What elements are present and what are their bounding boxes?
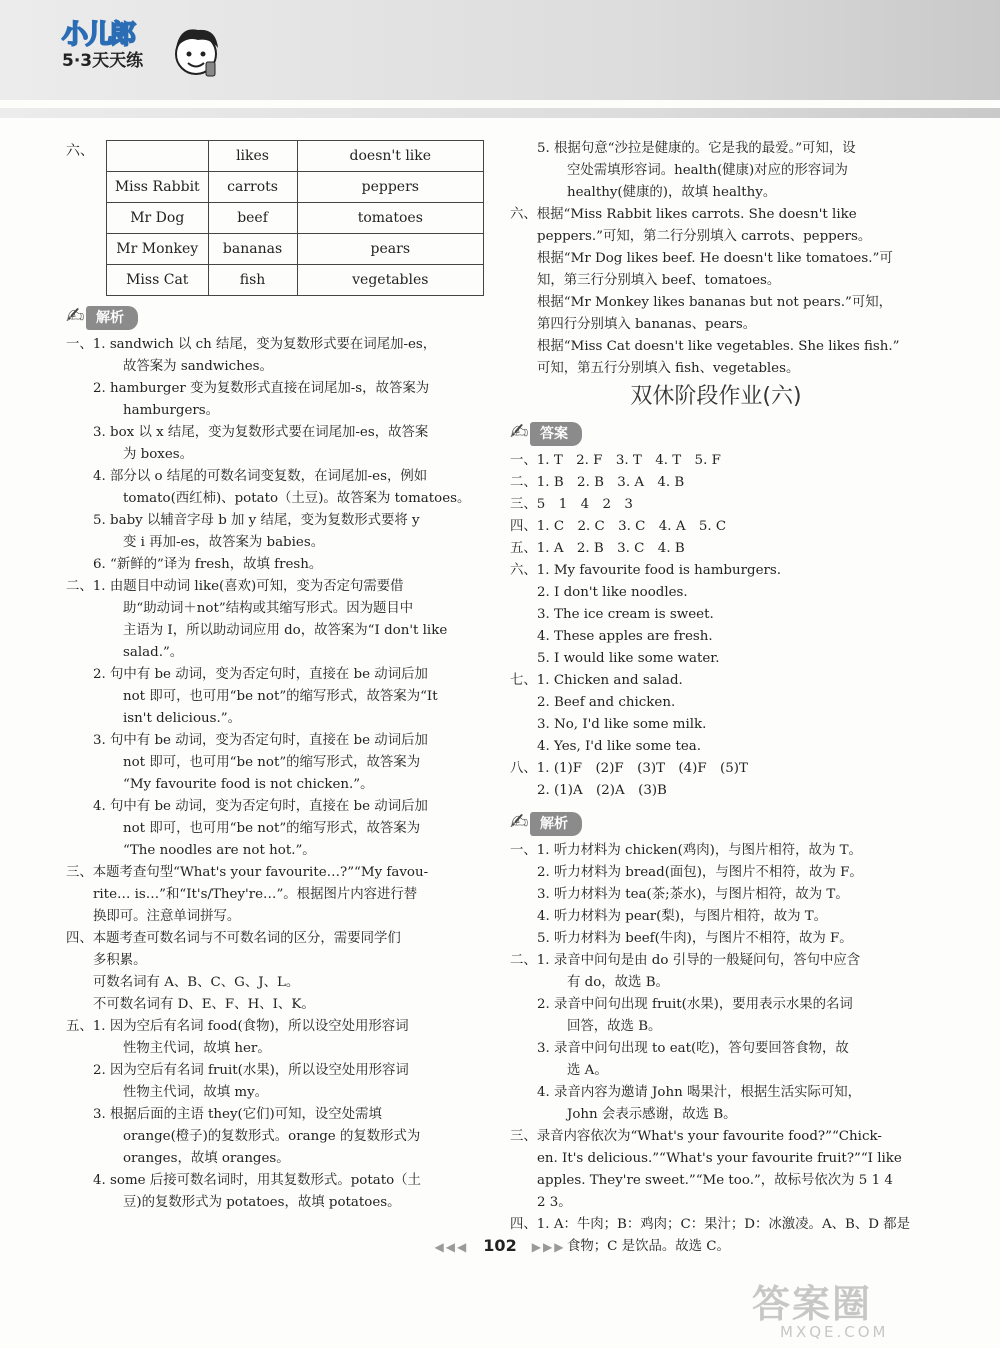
table-cell: vegetables [297,265,483,296]
text-line: 2. Beef and chicken. [537,695,676,710]
text-line: 3. 录音中问句出现 to eat(吃)，答句要回答食物，故 [537,1041,849,1056]
text-line: 性物主代词，故填 my。 [123,1085,269,1100]
text-line: 3. box 以 x 结尾，变为复数形式要在词尾加-es，故答案 [93,425,429,440]
text-line: 2. 听力材料为 bread(面包)，与图片不相符，故为 F。 [537,865,863,880]
text-line: 2. 因为空后有名词 fruit(水果)，所以设空处用形容词 [93,1063,409,1078]
text-line: John 会表示感谢，故选 B。 [567,1107,737,1122]
table-cell: Miss Rabbit [107,172,209,203]
text-line: orange(橙子)的复数形式。orange 的复数形式为 [123,1129,421,1144]
text-line: 八、1. (1)F (2)F (3)T (4)F (5)T [510,761,748,776]
text-line: 4. These apples are fresh. [537,629,713,644]
text-line: 性物主代词，故填 her。 [123,1041,271,1056]
text-line: oranges，故填 oranges。 [123,1151,290,1166]
text-line: 3. The ice cream is sweet. [537,607,714,622]
text-line: 换即可。注意单词拼写。 [93,909,241,924]
page-header [0,0,1000,118]
text-line: 助“助动词＋not”结构或其缩写形式。因为题目中 [123,601,414,616]
text-line: 四、1. A：牛肉；B：鸡肉；C：果汁；D：冰激凌。A、B、D 都是 [510,1217,911,1232]
text-line: 4. 录音内容为邀请 John 喝果汁，根据生活实际可知， [537,1085,862,1100]
analysis-tag-label: 解析 [86,306,138,330]
text-line: apples. They're sweet.”“Me too.”，故标号依次为 5 1 4 [537,1173,893,1188]
text-line: 二、1. 由题目中动词 like(喜欢)可知，变为否定句需要借 [66,579,404,594]
analysis-tag-right [510,812,582,836]
text-line: 五、1. A 2. B 3. C 4. B [510,541,685,556]
text-line: 根据“Miss Cat doesn't like vegetables. She likes fish.” [537,339,900,354]
text-line: 豆)的复数形式为 potatoes，故填 potatoes。 [123,1195,401,1210]
text-line: tomato(西红柿)、potato（土豆)。故答案为 tomatoes。 [123,491,471,506]
text-line: rite… is…”和“It's/They're…”。根据图片内容进行替 [93,887,418,902]
section-title: 双休阶段作业(六) [630,384,802,409]
table-row [107,172,484,203]
table-header-row [107,141,484,172]
text-line: 4. some 后接可数名词时，用其复数形式。potato（土 [93,1173,421,1188]
text-line: 可知，第五行分别填入 fish、vegetables。 [537,361,800,376]
text-line: 五、1. 因为空后有名词 food(食物)，所以设空处用形容词 [66,1019,409,1034]
brand-title: 小儿郎 [62,20,135,50]
next-arrows-icon: ▶▶▶ [531,1240,566,1254]
answer-list [510,450,922,802]
table-cell: Miss Cat [107,265,209,296]
right-analysis-text [510,840,922,1258]
text-line: 2. 句中有 be 动词，变为否定句时，直接在 be 动词后加 [93,667,428,682]
text-line: 根据“Mr Dog likes beef. He doesn't like tomatoes.”可 [537,251,893,266]
text-line: 3. 听力材料为 tea(茶;茶水)，与图片相符，故为 T。 [537,887,849,902]
text-line: 二、1. B 2. B 3. A 4. B [510,475,685,490]
text-line: 第四行分别填入 bananas、pears。 [537,317,757,332]
text-line: 4. Yes, I'd like some tea. [537,739,702,754]
text-line: 3. No, I'd like some milk. [537,717,707,732]
text-line: “My favourite food is not chicken.”。 [123,777,374,792]
text-line: 空处需填形容词。health(健康)对应的形容词为 [567,163,848,178]
text-line: 变 i 再加-es，故答案为 babies。 [123,535,325,550]
table-row [107,203,484,234]
brand-subtitle: 5·3天天练 [62,51,144,71]
table-cell: beef [208,203,297,234]
left-column [66,138,484,1214]
text-line: 5. baby 以辅音字母 b 加 y 结尾，变为复数形式要将 y [93,513,420,528]
table-header-cell: likes [208,141,297,172]
table-cell: bananas [208,234,297,265]
text-line: 5. 根据句意“沙拉是健康的。它是我的最爱。”可知，设 [537,141,856,156]
text-line: 不可数名词有 D、E、F、H、I、K。 [93,997,315,1012]
text-line: 5. 听力材料为 beef(牛肉)，与图片不相符，故为 F。 [537,931,853,946]
text-line: 2 3。 [537,1195,572,1210]
pencil-check-icon: ✍ [66,304,85,329]
text-line: 四、本题考查可数名词与不可数名词的区分，需要同学们 [66,931,401,946]
text-line: 主语为 I，所以助动词应用 do，故答案为“I don't like [123,623,448,638]
text-line: 七、1. Chicken and salad. [510,673,683,688]
text-line: 4. 听力材料为 pear(梨)，与图片相符，故为 T。 [537,909,828,924]
text-line: isn't delicious.”。 [123,711,241,726]
text-line: 6. “新鲜的”译为 fresh，故填 fresh。 [93,557,323,572]
text-line: 四、1. C 2. C 3. C 4. A 5. C [510,519,727,534]
prev-arrows-icon: ◀◀◀ [434,1240,469,1254]
text-line: 3. 句中有 be 动词，变为否定句时，直接在 be 动词后加 [93,733,428,748]
text-line: 3. 根据后面的主语 they(它们)可知，设空处需填 [93,1107,382,1122]
text-line: 六、根据“Miss Rabbit likes carrots. She doesn't like [510,207,857,222]
text-line: “The noodles are not hot.”。 [123,843,316,858]
text-line: 4. 句中有 be 动词，变为否定句时，直接在 be 动词后加 [93,799,428,814]
page-footer [0,1236,1000,1255]
text-line: 2. 录音中问句出现 fruit(水果)，要用表示水果的名词 [537,997,853,1012]
text-line: 三、5 1 4 2 3 [510,497,633,512]
text-line: 可数名词有 A、B、C、G、J、L。 [93,975,300,990]
brand-logo [62,20,143,72]
text-line: en. It's delicious.”“What's your favourite fruit?”“I like [537,1151,902,1166]
text-line: 5. I would like some water. [537,651,720,666]
text-line: 一、1. 听力材料为 chicken(鸡肉)，与图片相符，故为 T。 [510,843,862,858]
right-analysis-text-continued [510,138,922,380]
left-analysis-text [66,334,484,1214]
answer-table [106,140,484,296]
table-cell: tomatoes [297,203,483,234]
pencil-check-icon: ✍ [510,810,529,835]
watermark-logo-text: 答案圈 [752,1282,873,1326]
text-line: 根据“Mr Monkey likes bananas but not pears.”可知， [537,295,893,310]
text-line: 有 do，故选 B。 [567,975,669,990]
analysis-tag-left [66,306,138,330]
table-section-label: 六、 [66,143,94,159]
table-cell: fish [208,265,297,296]
pencil-check-icon: ✍ [510,420,529,445]
text-line: 六、1. My favourite food is hamburgers. [510,563,782,578]
text-line: peppers.”可知，第二行分别填入 carrots、peppers。 [537,229,872,244]
text-line: 回答，故选 B。 [567,1019,662,1034]
mascot-boy-icon [168,22,224,82]
table-header-cell: doesn't like [297,141,483,172]
right-column [510,138,922,1258]
text-line: salad.”。 [123,645,184,660]
page-number: 102 [483,1236,517,1255]
text-line: 一、1. sandwich 以 ch 结尾，变为复数形式要在词尾加-es， [66,337,437,352]
analysis-tag-label: 解析 [530,812,582,836]
text-line: healthy(健康的)，故填 healthy。 [567,185,777,200]
text-line: not 即可，也可用“be not”的缩写形式，故答案为“It [123,689,438,704]
text-line: 一、1. T 2. F 3. T 4. T 5. F [510,453,721,468]
table-header-cell [107,141,209,172]
text-line: not 即可，也可用“be not”的缩写形式，故答案为 [123,821,421,836]
answer-tag [510,422,582,446]
text-line: hamburgers。 [123,403,220,418]
text-line: 三、本题考查句型“What's your favourite…?”“My favou- [66,865,429,880]
site-watermark [752,1284,982,1342]
table-cell: carrots [208,172,297,203]
table-cell: peppers [297,172,483,203]
watermark-url: MXQE.COM [780,1323,889,1341]
text-line: 二、1. 录音中问句是由 do 引导的一般疑问句，答句中应含 [510,953,861,968]
text-line: 2. (1)A (2)A (3)B [537,783,667,798]
text-line: 食物；C 是饮品。故选 C。 [567,1239,730,1254]
answer-tag-label: 答案 [530,422,582,446]
text-line: 2. hamburger 变为复数形式直接在词尾加-s，故答案为 [93,381,430,396]
text-line: 选 A。 [567,1063,608,1078]
table-cell: pears [297,234,483,265]
text-line: 多积累。 [93,953,147,968]
text-line: 知，第三行分别填入 beef、tomatoes。 [537,273,781,288]
text-line: 4. 部分以 o 结尾的可数名词变复数，在词尾加-es，例如 [93,469,428,484]
table-cell: Mr Dog [107,203,209,234]
text-line: 故答案为 sandwiches。 [123,359,273,374]
text-line: 2. I don't like noodles. [537,585,688,600]
text-line: 为 boxes。 [123,447,194,462]
table-row [107,265,484,296]
table-cell: Mr Monkey [107,234,209,265]
text-line: 三、录音内容依次为“What's your favourite food?”“Chick- [510,1129,882,1144]
text-line: not 即可，也可用“be not”的缩写形式，故答案为 [123,755,421,770]
header-divider [0,100,1000,108]
table-row [107,234,484,265]
